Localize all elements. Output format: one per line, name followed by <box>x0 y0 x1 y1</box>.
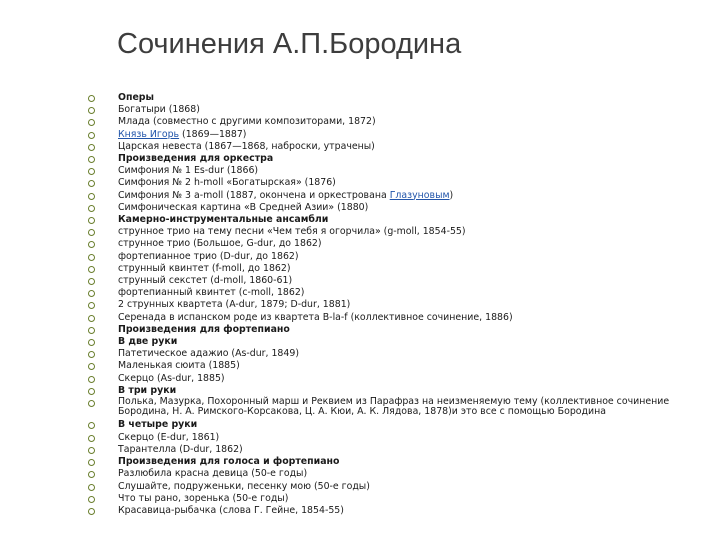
bullet-icon <box>88 180 95 187</box>
item-text: Полька, Мазурка, Похоронный марш и Реквием из Парафраз на неизменяемую тему (коллективное сочинение Бородина, Н. А. Римского-Корсакова, Ц. А. Кюи, А. К. Лядова, 1878)и это все с помощью Бородина <box>118 396 670 418</box>
list-item <box>86 493 676 505</box>
bullet-icon <box>88 315 95 322</box>
item-link[interactable]: Глазуновым <box>389 189 450 201</box>
item-text: Млада (совместно с другими композиторами, 1872) <box>118 116 376 128</box>
item-text: В четыре руки <box>118 419 198 431</box>
list-item <box>86 202 676 214</box>
item-text: Разлюбила красна девица (50-е годы) <box>118 468 308 480</box>
list-item <box>86 141 676 153</box>
list-item <box>86 238 676 250</box>
item-text: В две руки <box>118 336 178 348</box>
item-link[interactable]: Князь Игорь <box>118 128 180 140</box>
bullet-icon <box>88 447 95 454</box>
section-heading <box>86 153 676 165</box>
bullet-icon <box>88 459 95 466</box>
section-heading <box>86 456 676 468</box>
list-item <box>86 360 676 372</box>
bullet-icon <box>88 376 95 383</box>
list-item <box>86 397 676 419</box>
bullet-icon <box>88 278 95 285</box>
bullet-icon <box>88 327 95 334</box>
list-item <box>86 444 676 456</box>
works-list <box>86 92 676 517</box>
bullet-icon <box>88 144 95 151</box>
list-item <box>86 287 676 299</box>
bullet-icon <box>88 508 95 515</box>
bullet-icon <box>88 205 95 212</box>
list-item <box>86 263 676 275</box>
item-text: Скерцо (As-dur, 1885) <box>118 372 225 384</box>
item-text: Серенада в испанском роде из квартета B-la-f (коллективное сочинение, 1886) <box>118 311 513 323</box>
bullet-icon <box>88 422 95 429</box>
list-item <box>86 190 676 202</box>
list-item <box>86 116 676 128</box>
list-item <box>86 468 676 480</box>
list-item <box>86 505 676 517</box>
list-item <box>86 165 676 177</box>
item-text: 2 струнных квартета (A-dur, 1879; D-dur, 1881) <box>118 299 351 311</box>
bullet-icon <box>88 400 95 407</box>
bullet-icon <box>88 119 95 126</box>
item-text: Симфония № 2 h-moll «Богатырская» (1876) <box>118 177 336 189</box>
item-text: струнный квинтет (f-moll, до 1862) <box>118 262 291 274</box>
item-text: Тарантелла (D-dur, 1862) <box>118 443 243 455</box>
item-text: Симфоническая картина «В Средней Азии» (1880) <box>118 201 369 213</box>
bullet-icon <box>88 351 95 358</box>
bullet-icon <box>88 132 95 139</box>
item-text: Произведения для фортепиано <box>118 323 290 335</box>
section-heading <box>86 324 676 336</box>
list-item <box>86 251 676 263</box>
bullet-icon <box>88 241 95 248</box>
item-text: Богатыри (1868) <box>118 104 200 116</box>
list-item <box>86 226 676 238</box>
bullet-icon <box>88 107 95 114</box>
item-text: Произведения для оркестра <box>118 153 274 165</box>
item-text: струнное трио (Большое, G-dur, до 1862) <box>118 238 322 250</box>
section-heading <box>86 419 676 431</box>
item-text: Царская невеста (1867—1868, наброски, утрачены) <box>118 140 375 152</box>
bullet-icon <box>88 193 95 200</box>
list-item <box>86 299 676 311</box>
bullet-icon <box>88 435 95 442</box>
bullet-icon <box>88 302 95 309</box>
item-text: В три руки <box>118 384 177 396</box>
bullet-icon <box>88 229 95 236</box>
list-item <box>86 312 676 324</box>
item-text: Красавица-рыбачка (слова Г. Гейне, 1854-55) <box>118 504 344 516</box>
section-heading <box>86 336 676 348</box>
item-text: Произведения для голоса и фортепиано <box>118 456 340 468</box>
list-item <box>86 481 676 493</box>
bullet-icon <box>88 290 95 297</box>
item-text: Оперы <box>118 92 154 103</box>
item-text: Камерно-инструментальные ансамбли <box>118 214 329 226</box>
list-item <box>86 129 676 141</box>
section-heading <box>86 214 676 226</box>
item-text: фортепианное трио (D-dur, до 1862) <box>118 250 299 262</box>
item-text: струнный секстет (d-moll, 1860-61) <box>118 275 293 287</box>
bullet-icon <box>88 496 95 503</box>
list-item <box>86 104 676 116</box>
bullet-icon <box>88 339 95 346</box>
bullet-icon <box>88 388 95 395</box>
item-text: Маленькая сюита (1885) <box>118 360 240 372</box>
bullet-icon <box>88 363 95 370</box>
section-heading <box>86 92 676 104</box>
item-text: фортепианный квинтет (c-moll, 1862) <box>118 287 305 299</box>
bullet-icon <box>88 266 95 273</box>
bullet-icon <box>88 168 95 175</box>
item-text: струнное трио на тему песни «Чем тебя я огорчила» (g-moll, 1854-55) <box>118 226 466 238</box>
item-text: Что ты рано, зоренька (50-е годы) <box>118 492 289 504</box>
bullet-icon <box>88 156 95 163</box>
bullet-icon <box>88 217 95 224</box>
bullet-icon <box>88 254 95 261</box>
bullet-icon <box>88 484 95 491</box>
item-text-suffix: ) <box>449 189 454 201</box>
page-title: Сочинения А.П.Бородина <box>117 28 462 60</box>
item-text: Симфония № 3 a-moll (1887, окончена и оркестрована <box>118 189 390 201</box>
item-text: Скерцо (E-dur, 1861) <box>118 431 220 443</box>
list-item <box>86 373 676 385</box>
list-item <box>86 177 676 189</box>
list-item <box>86 275 676 287</box>
item-text: Патетическое адажио (As-dur, 1849) <box>118 348 299 360</box>
bullet-icon <box>88 471 95 478</box>
list-item <box>86 432 676 444</box>
item-text: Слушайте, подруженьки, песенку мою (50-е годы) <box>118 480 370 492</box>
item-text: Симфония № 1 Es-dur (1866) <box>118 165 259 177</box>
item-text-suffix: (1869—1887) <box>179 128 247 140</box>
list-item <box>86 348 676 360</box>
bullet-icon <box>88 95 95 102</box>
